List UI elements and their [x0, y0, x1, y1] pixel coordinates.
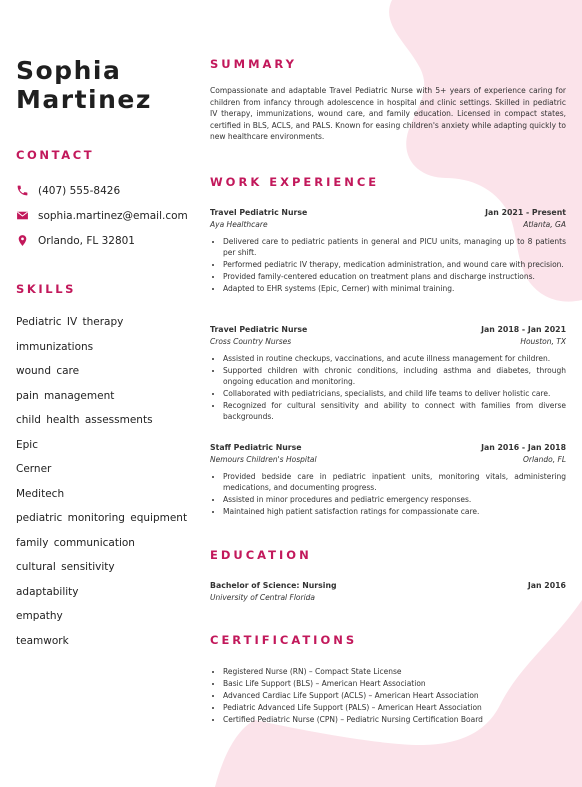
skills-heading: SKILLS [16, 282, 77, 296]
certification-item: • Certified Pediatric Nurse (CPN) – Pediatric Nursing Certification Board [223, 714, 566, 725]
skill-item: pain management [16, 389, 115, 402]
skill-item: Meditech [16, 487, 65, 500]
contact-location [16, 228, 188, 253]
education-section [210, 548, 566, 602]
skill-item: Epic [16, 438, 38, 451]
job-bullets [210, 236, 566, 294]
skill-item: cultural sensitivity [16, 561, 115, 573]
job-bullet: • Provided family-centered education on treatment plans and discharge instructions. [223, 271, 566, 282]
skill-item: adaptability [16, 585, 79, 598]
job-location: Orlando, FL [522, 455, 566, 464]
certification-item: • Basic Life Support (BLS) – American Heart Association [223, 678, 566, 689]
location-text: Orlando, FL 32801 [38, 234, 135, 247]
skill-item: pediatric monitoring equipment [16, 512, 188, 524]
certifications-heading: CERTIFICATIONS [210, 633, 358, 647]
job-location: Atlanta, GA [523, 220, 566, 229]
skill-item: Cerner [16, 463, 52, 475]
school: University of Central Florida [210, 593, 316, 602]
job-dates: Jan 2021 - Present [485, 208, 566, 217]
job-entry [210, 208, 566, 295]
contact-section [16, 148, 188, 253]
email-icon [16, 209, 29, 222]
phone-icon [16, 184, 29, 197]
education-date: Jan 2016 [527, 581, 566, 590]
email-text: sophia.martinez@email.com [38, 209, 188, 222]
first-name: Sophia [16, 56, 122, 85]
degree: Bachelor of Science: Nursing [210, 581, 337, 590]
job-title: Travel Pediatric Nurse [210, 208, 308, 217]
certifications-list [210, 666, 566, 725]
experience-heading-block [210, 175, 566, 189]
education-heading: EDUCATION [210, 548, 312, 562]
name-block [16, 56, 196, 114]
job-bullet: • Collaborated with pediatricians, specialists, and child life teams to deliver holistic care. [223, 388, 566, 399]
phone-text: (407) 555-8426 [38, 184, 121, 197]
last-name: Martinez [16, 85, 152, 114]
summary-section [210, 57, 566, 143]
job-dates: Jan 2016 - Jan 2018 [481, 443, 566, 452]
job-bullet: • Provided bedside care in pediatric inpatient units, monitoring vitals, administering medications, and documenting progress. [223, 471, 566, 493]
certifications-section [210, 633, 566, 726]
summary-text: Compassionate and adaptable Travel Pediatric Nurse with 5+ years of experience caring for children from infancy through adolescence in hospital and clinic settings. Skilled in pediatric IV therapy, immunizations, wound care, and family education. Licensed in compact states, certified in BLS, ACLS, and PALS. Known for easing children's anxiety while adapting quickly to new healthcare environments. [210, 86, 566, 141]
job-bullet: • Assisted in minor procedures and pediatric emergency responses. [223, 494, 566, 505]
skill-item: empathy [16, 610, 63, 622]
skill-item: immunizations [16, 340, 94, 353]
job-bullet: • Performed pediatric IV therapy, medication administration, and wound care with precision. [223, 259, 566, 270]
job-title: Travel Pediatric Nurse [210, 325, 308, 334]
job-location: Houston, TX [520, 337, 566, 346]
skills-list [16, 310, 187, 653]
skill-item: teamwork [16, 634, 69, 647]
contact-heading: CONTACT [16, 148, 95, 162]
certification-item: • Pediatric Advanced Life Support (PALS) – American Heart Association [223, 702, 566, 713]
location-pin-icon [16, 234, 29, 247]
summary-heading: SUMMARY [210, 57, 297, 71]
skills-section [16, 282, 187, 653]
skill-item: Pediatric IV therapy [16, 316, 124, 328]
job-company: Aya Healthcare [210, 220, 268, 229]
certification-item: • Advanced Cardiac Life Support (ACLS) – American Heart Association [223, 690, 566, 701]
skill-item: wound care [16, 365, 80, 377]
contact-email[interactable] [16, 203, 188, 228]
contact-phone[interactable] [16, 178, 188, 203]
certification-item: • Registered Nurse (RN) – Compact State License [223, 666, 566, 677]
experience-heading: WORK EXPERIENCE [210, 175, 380, 189]
job-title: Staff Pediatric Nurse [210, 443, 302, 452]
skill-item: child health assessments [16, 414, 153, 426]
job-bullet: • Adapted to EHR systems (Epic, Cerner) with minimal training. [223, 283, 566, 294]
job-bullet: • Assisted in routine checkups, vaccinations, and acute illness management for children. [223, 353, 566, 364]
job-bullet: • Maintained high patient satisfaction ratings for compassionate care. [223, 506, 566, 517]
skill-item: family communication [16, 536, 135, 549]
job-company: Cross Country Nurses [210, 337, 292, 346]
job-bullet: • Delivered care to pediatric patients in general and PICU units, managing up to 8 patients per shift. [223, 236, 566, 258]
job-bullets [210, 353, 566, 422]
job-company: Nemours Children's Hospital [210, 455, 317, 464]
job-entry [210, 325, 566, 423]
job-dates: Jan 2018 - Jan 2021 [481, 325, 566, 334]
job-bullet: • Supported children with chronic conditions, including asthma and diabetes, through ongoing education and monitoring. [223, 365, 566, 387]
job-entry [210, 443, 566, 518]
job-bullet: • Recognized for cultural sensitivity and ability to connect with families from diverse backgrounds. [223, 400, 566, 422]
job-bullets [210, 471, 566, 517]
